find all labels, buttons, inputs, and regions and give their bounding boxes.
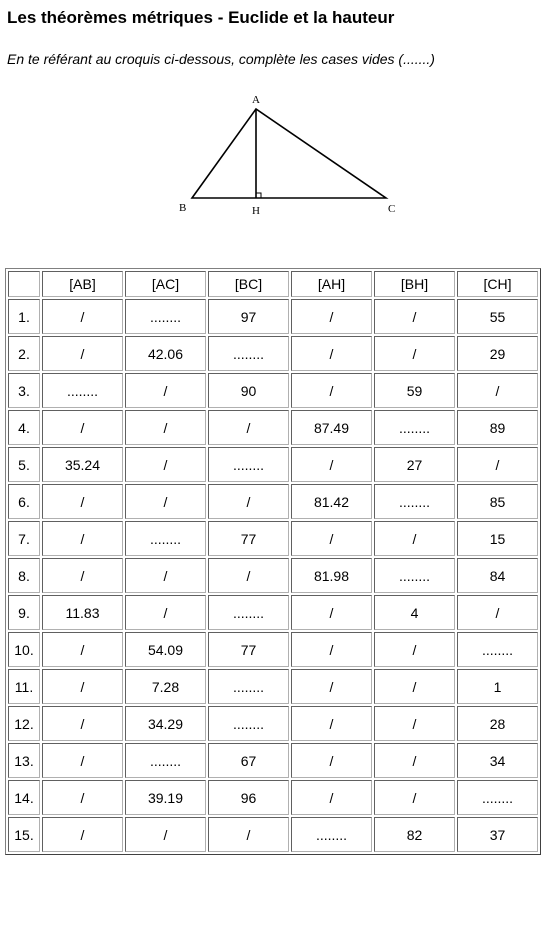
- cell-bc: 90: [208, 373, 289, 408]
- row-number: 5.: [8, 447, 40, 482]
- table-row: [8, 669, 538, 704]
- corner-cell: [8, 271, 40, 297]
- col-header-ac: [AC]: [125, 271, 206, 297]
- table-body: [8, 299, 538, 852]
- row-number: 8.: [8, 558, 40, 593]
- table-row: [8, 595, 538, 630]
- cell-ah: /: [291, 743, 372, 778]
- exercise-table: [5, 268, 541, 855]
- cell-ab: 35.24: [42, 447, 123, 482]
- triangle-sketch: [170, 88, 410, 223]
- cell-ch: 34: [457, 743, 538, 778]
- instructions: En te référant au croquis ci-dessous, complète les cases vides (.......): [7, 51, 435, 67]
- cell-ch: /: [457, 595, 538, 630]
- table-row: [8, 447, 538, 482]
- cell-ch: 89: [457, 410, 538, 445]
- row-number: 14.: [8, 780, 40, 815]
- cell-ac: 34.29: [125, 706, 206, 741]
- cell-ab: /: [42, 336, 123, 371]
- blank-cell-bc[interactable]: ........: [208, 447, 289, 482]
- cell-ah: /: [291, 336, 372, 371]
- cell-ac: /: [125, 410, 206, 445]
- blank-cell-bh[interactable]: ........: [374, 558, 455, 593]
- cell-ab: /: [42, 410, 123, 445]
- cell-ac: 42.06: [125, 336, 206, 371]
- blank-cell-ac[interactable]: ........: [125, 743, 206, 778]
- table-row: [8, 632, 538, 667]
- vertex-label-h: H: [252, 205, 260, 217]
- cell-ah: /: [291, 669, 372, 704]
- cell-ab: /: [42, 706, 123, 741]
- triangle-diagram: [170, 88, 410, 223]
- cell-ah: /: [291, 521, 372, 556]
- cell-ac: /: [125, 484, 206, 519]
- cell-ac: /: [125, 817, 206, 852]
- row-number: 10.: [8, 632, 40, 667]
- row-number: 11.: [8, 669, 40, 704]
- blank-cell-bh[interactable]: ........: [374, 484, 455, 519]
- cell-ah: 81.42: [291, 484, 372, 519]
- cell-bc: /: [208, 817, 289, 852]
- vertex-label-c: C: [388, 203, 396, 215]
- cell-bh: /: [374, 336, 455, 371]
- cell-ac: 39.19: [125, 780, 206, 815]
- cell-ab: /: [42, 780, 123, 815]
- header-row: [8, 271, 538, 297]
- cell-ah: /: [291, 447, 372, 482]
- table-row: [8, 743, 538, 778]
- table-row: [8, 336, 538, 371]
- cell-bc: 77: [208, 632, 289, 667]
- cell-bh: /: [374, 669, 455, 704]
- cell-bc: 67: [208, 743, 289, 778]
- table-row: [8, 817, 538, 852]
- blank-cell-bc[interactable]: ........: [208, 669, 289, 704]
- row-number: 3.: [8, 373, 40, 408]
- col-header-bc: [BC]: [208, 271, 289, 297]
- cell-ab: /: [42, 743, 123, 778]
- cell-bh: 82: [374, 817, 455, 852]
- col-header-ab: [AB]: [42, 271, 123, 297]
- cell-bc: /: [208, 484, 289, 519]
- table-row: [8, 521, 538, 556]
- cell-bc: /: [208, 410, 289, 445]
- cell-ac: /: [125, 558, 206, 593]
- cell-bc: 77: [208, 521, 289, 556]
- cell-ac: /: [125, 373, 206, 408]
- row-number: 4.: [8, 410, 40, 445]
- row-number: 12.: [8, 706, 40, 741]
- cell-ah: 81.98: [291, 558, 372, 593]
- table-row: [8, 373, 538, 408]
- cell-ch: 15: [457, 521, 538, 556]
- cell-ch: 29: [457, 336, 538, 371]
- blank-cell-bc[interactable]: ........: [208, 595, 289, 630]
- cell-ab: /: [42, 632, 123, 667]
- col-header-bh: [BH]: [374, 271, 455, 297]
- cell-ch: 55: [457, 299, 538, 334]
- cell-bh: 4: [374, 595, 455, 630]
- cell-ch: 84: [457, 558, 538, 593]
- blank-cell-ah[interactable]: ........: [291, 817, 372, 852]
- cell-bh: 59: [374, 373, 455, 408]
- row-number: 15.: [8, 817, 40, 852]
- cell-ab: /: [42, 521, 123, 556]
- blank-cell-ac[interactable]: ........: [125, 299, 206, 334]
- vertex-label-b: B: [179, 202, 187, 214]
- cell-ab: /: [42, 817, 123, 852]
- cell-bh: /: [374, 706, 455, 741]
- blank-cell-ab[interactable]: ........: [42, 373, 123, 408]
- row-number: 7.: [8, 521, 40, 556]
- table-row: [8, 299, 538, 334]
- cell-ah: /: [291, 780, 372, 815]
- col-header-ch: [CH]: [457, 271, 538, 297]
- cell-ac: /: [125, 447, 206, 482]
- cell-bc: 97: [208, 299, 289, 334]
- cell-ah: /: [291, 299, 372, 334]
- cell-ch: 28: [457, 706, 538, 741]
- table-row: [8, 780, 538, 815]
- blank-cell-ch[interactable]: ........: [457, 780, 538, 815]
- row-number: 2.: [8, 336, 40, 371]
- col-header-ah: [AH]: [291, 271, 372, 297]
- row-number: 13.: [8, 743, 40, 778]
- table-row: [8, 410, 538, 445]
- cell-ah: /: [291, 706, 372, 741]
- cell-ah: /: [291, 373, 372, 408]
- table-row: [8, 484, 538, 519]
- cell-ab: /: [42, 669, 123, 704]
- cell-bh: /: [374, 632, 455, 667]
- page-title: Les théorèmes métriques - Euclide et la hauteur: [7, 8, 395, 27]
- row-number: 1.: [8, 299, 40, 334]
- cell-ac: /: [125, 595, 206, 630]
- cell-ac: 7.28: [125, 669, 206, 704]
- cell-ch: 37: [457, 817, 538, 852]
- cell-ab: /: [42, 299, 123, 334]
- cell-bc: 96: [208, 780, 289, 815]
- cell-ch: 85: [457, 484, 538, 519]
- cell-ab: /: [42, 558, 123, 593]
- row-number: 6.: [8, 484, 40, 519]
- cell-bh: /: [374, 521, 455, 556]
- cell-bh: 27: [374, 447, 455, 482]
- blank-cell-bc[interactable]: ........: [208, 706, 289, 741]
- cell-bh: /: [374, 743, 455, 778]
- cell-ab: 11.83: [42, 595, 123, 630]
- cell-bc: /: [208, 558, 289, 593]
- cell-bh: /: [374, 780, 455, 815]
- blank-cell-ch[interactable]: ........: [457, 632, 538, 667]
- blank-cell-bh[interactable]: ........: [374, 410, 455, 445]
- blank-cell-bc[interactable]: ........: [208, 336, 289, 371]
- cell-ah: 87.49: [291, 410, 372, 445]
- cell-ah: /: [291, 632, 372, 667]
- cell-ch: 1: [457, 669, 538, 704]
- blank-cell-ac[interactable]: ........: [125, 521, 206, 556]
- cell-ch: /: [457, 373, 538, 408]
- row-number: 9.: [8, 595, 40, 630]
- triangle-abc: [192, 109, 386, 198]
- cell-bh: /: [374, 299, 455, 334]
- cell-ch: /: [457, 447, 538, 482]
- cell-ac: 54.09: [125, 632, 206, 667]
- cell-ab: /: [42, 484, 123, 519]
- table-row: [8, 706, 538, 741]
- cell-ah: /: [291, 595, 372, 630]
- table-row: [8, 558, 538, 593]
- vertex-label-a: A: [252, 94, 260, 106]
